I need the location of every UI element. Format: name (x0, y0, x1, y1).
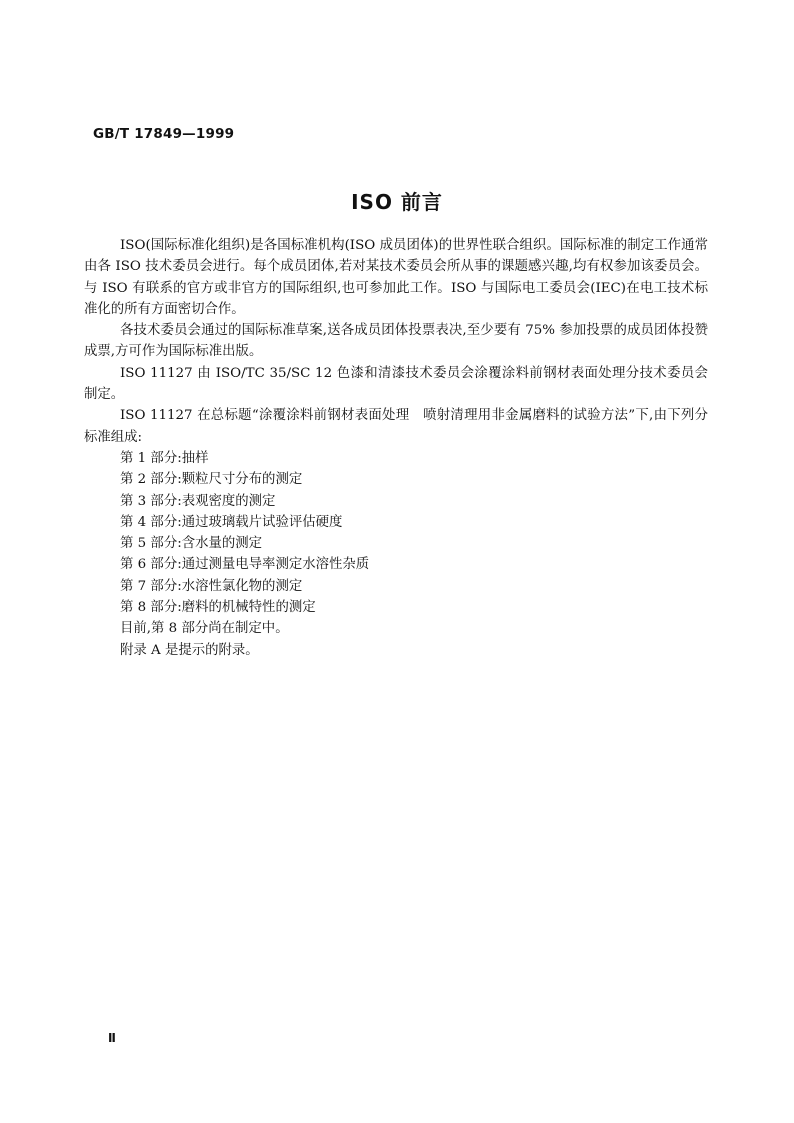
page-number: Ⅱ (108, 1031, 116, 1045)
standard-code: GB/T 17849—1999 (93, 126, 235, 142)
foreword-body (84, 235, 708, 661)
list-item-part-8: 第 8 部分:磨料的机械特性的测定 (120, 600, 316, 616)
list-item-part-7: 第 7 部分:水溶性氯化物的测定 (120, 578, 303, 594)
list-item-part-4: 第 4 部分:通过玻璃载片试验评估硬度 (120, 514, 343, 530)
list-item-part-6: 第 6 部分:通过测量电导率测定水溶性杂质 (120, 557, 370, 573)
page-title: ISO 前言 (351, 190, 443, 214)
paragraph-voting: 各技术委员会通过的国际标准草案,送各成员团体投票表决,至少要有 75% 参加投票的成员团体投赞成票,方可作为国际标准出版。 (84, 323, 708, 360)
paragraph-general-title: ISO 11127 在总标题“涂覆涂料前钢材表面处理 喷射清理用非金属磨料的试验方法”下,由下列分标准组成: (84, 408, 708, 445)
list-item-part-5: 第 5 部分:含水量的测定 (120, 536, 263, 552)
list-item-part-1: 第 1 部分:抽样 (120, 450, 209, 466)
paragraph-annex-note: 附录 A 是提示的附录。 (120, 642, 259, 658)
list-item-part-2: 第 2 部分:颗粒尺寸分布的测定 (120, 472, 303, 488)
paragraph-status: 目前,第 8 部分尚在制定中。 (120, 621, 289, 637)
list-item-part-3: 第 3 部分:表观密度的测定 (120, 493, 276, 509)
paragraph-iso-intro: ISO(国际标准化组织)是各国标准机构(ISO 成员团体)的世界性联合组织。国际标准的制定工作通常由各 ISO 技术委员会进行。每个成员团体,若对某技术委员会所从事的课题感兴趣,均有权参加该委员会。与 ISO 有联系的官方或非官方的国际组织,也可参加此工作。ISO 与国际电工委员会(IEC)在电工技术标准化的所有方面密切合作。 (84, 238, 708, 317)
paragraph-committee: ISO 11127 由 ISO/TC 35/SC 12 色漆和清漆技术委员会涂覆涂料前钢材表面处理分技术委员会制定。 (84, 365, 708, 403)
